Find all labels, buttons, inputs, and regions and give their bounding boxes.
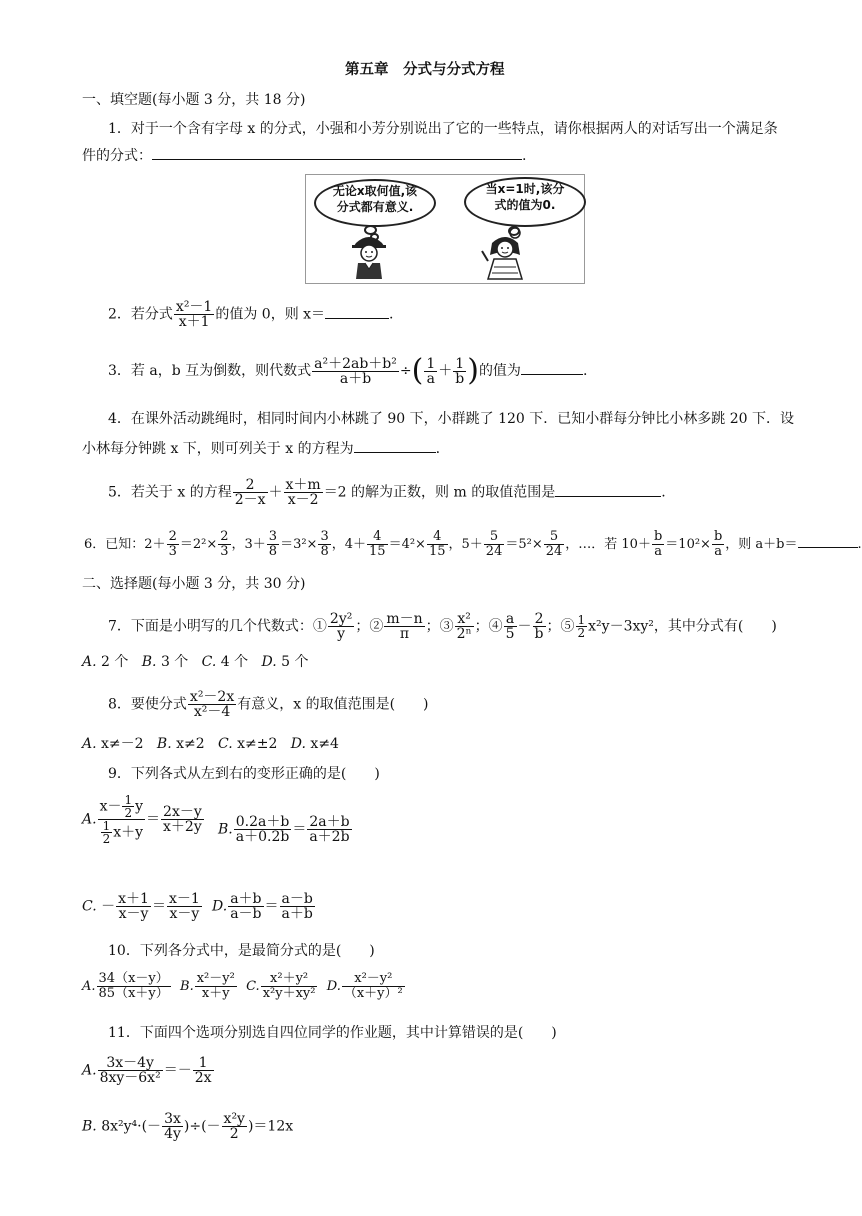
q7-pre: 7．下面是小明写的几个代数式：① [108, 618, 327, 635]
q2 [108, 300, 394, 329]
q9-d-right-den: a＋b [281, 906, 313, 922]
q2-end: . [389, 306, 394, 323]
q7-e3-num: x² [455, 612, 474, 627]
q9-a-label: A. [82, 811, 97, 828]
q6-answer-blank[interactable] [798, 535, 858, 548]
q2-answer-blank[interactable] [325, 306, 389, 319]
q6-t3-den: 15 [369, 544, 386, 559]
q6-t3-num: 4 [367, 530, 388, 545]
q9-c-right-fraction [167, 892, 202, 921]
left-bubble-line2: 分式都有意义. [336, 200, 414, 214]
q9-a-num-x: x－ [99, 798, 122, 815]
q7-expr5-coef [576, 614, 588, 639]
q6-t2-frac [267, 530, 279, 559]
q9-c-label: C. [82, 898, 97, 915]
q7-options [82, 654, 309, 670]
q7-option-b-label[interactable]: B. [141, 654, 157, 670]
q11-b-post: )＝12x [247, 1118, 294, 1135]
q9-c-left-num: x＋1 [118, 891, 149, 907]
q7-post: ，其中分式有( ) [653, 618, 777, 635]
q7-e5-term: x²y－3xy² [588, 618, 654, 635]
q7-e3-den: 2ⁿ [456, 626, 472, 642]
q11-b-frac2 [222, 1112, 247, 1141]
q11-option-b[interactable] [82, 1112, 293, 1141]
q7-s3: ；③ [425, 618, 454, 635]
q5-f2-num: x＋m [285, 477, 321, 493]
q7-e4a-den: 5 [505, 626, 515, 642]
q9-d-left-num: a＋b [230, 891, 262, 907]
q7-s2: ；② [355, 618, 384, 635]
q10-option-c[interactable] [261, 972, 318, 1001]
q7-e4b-num: 2 [533, 612, 546, 627]
q6-t1-num: 2 [168, 529, 177, 544]
q9-option-d[interactable] [212, 892, 316, 921]
q6-mid: ，…．若 10＋ [565, 537, 651, 552]
q8-option-a-label[interactable]: A. [82, 736, 97, 752]
q9-a-equals: ＝ [146, 811, 161, 828]
q3-inner-frac1 [424, 357, 437, 386]
q10-options [82, 972, 406, 1001]
q6-t2b: ＝3²× [280, 537, 318, 552]
q9-b-equals: ＝ [292, 821, 307, 838]
q9-d-right-fraction [280, 892, 315, 921]
q3-left-paren: ( [411, 353, 424, 388]
q2-numerator: x²－1 [175, 299, 213, 315]
q2-pre: 2．若分式 [108, 306, 173, 323]
q10-option-b[interactable] [195, 972, 237, 1001]
q3-answer-blank[interactable] [521, 362, 583, 375]
q9-a-numerator [98, 794, 145, 820]
q11-b-f1-num: 3x [162, 1112, 183, 1127]
q11-a-right-num: 1 [193, 1056, 214, 1071]
q9-a-num-y: y [135, 798, 144, 815]
q11-a-left-fraction [98, 1056, 163, 1085]
q6-t4-num: 5 [484, 530, 505, 545]
q3-plus: ＋ [438, 363, 453, 379]
q9-c-equals: ＝ [151, 898, 166, 915]
q3-end: . [582, 363, 588, 379]
q9-b-left-fraction [234, 815, 292, 844]
q11-b-f2-den: 2 [229, 1126, 239, 1142]
q8-option-a[interactable]: x≠－2 [101, 736, 144, 752]
q9-b-right-fraction [307, 815, 351, 844]
q7-option-c-label[interactable]: C. [201, 654, 217, 670]
q9-a-right-num: 2x－y [163, 804, 202, 820]
q10-option-d[interactable] [342, 972, 405, 1001]
section-fill-in-heading: 一、填空题(每小题 3 分，共 18 分) [82, 92, 306, 108]
q7-e4b-den: b [534, 626, 544, 642]
q6-t1-num2: 2 [220, 529, 229, 544]
q7-minus: － [517, 618, 532, 635]
q6-t5b: ＝10²× [665, 537, 711, 552]
q2-fraction [174, 300, 214, 329]
q5-f2-den: x－2 [287, 492, 319, 508]
q6-t4-frac2 [544, 530, 565, 559]
q10-d-den: （x＋y）² [343, 986, 403, 1001]
q3-f2-den: b [455, 370, 465, 387]
q5-f1-den: 2－x [234, 492, 266, 508]
q10-c-den: x²y＋xy² [262, 986, 316, 1001]
q6-t4a: ，5＋ [448, 537, 483, 552]
q5-frac2 [284, 478, 323, 507]
q9-a-right-fraction [161, 805, 204, 834]
q6-t2a: ，3＋ [231, 537, 266, 552]
q7-option-d-label[interactable]: D. [261, 654, 277, 670]
q9-d-equals: ＝ [264, 898, 279, 915]
q6-post: ，则 a＋b＝ [725, 537, 798, 552]
q9-a-den-frac-d: 2 [102, 832, 111, 846]
q8-options [82, 736, 339, 752]
q9-a-num-frac [122, 794, 134, 819]
q4-answer-blank[interactable] [354, 440, 436, 453]
q9-d-left-den: a－b [230, 906, 262, 922]
q6-t1-den2: 3 [220, 544, 229, 559]
q11-b-label: B. [82, 1118, 97, 1135]
q10-option-a-label[interactable]: A. [82, 979, 96, 994]
q7-s4: ；④ [474, 618, 503, 635]
q6-t2-den2: 8 [320, 544, 329, 559]
q5-pre: 5．若关于 x 的方程 [108, 484, 232, 501]
q6 [84, 530, 862, 559]
q6-end: . [857, 537, 862, 552]
q9-c-right-den: x－y [169, 906, 200, 922]
q8-numerator: x²－2x [189, 689, 235, 705]
q6-t4-den: 24 [485, 544, 503, 559]
q9-d-right-num: a－b [281, 891, 313, 907]
q10-stem: 10．下列各分式中，是最简分式的是( ) [108, 943, 375, 959]
q11-a-right-fraction [193, 1056, 214, 1085]
q9-stem: 9．下列各式从左到右的变形正确的是( ) [108, 766, 380, 782]
q9-b-right-den: a＋2b [309, 829, 350, 845]
q1-answer-blank[interactable] [152, 147, 522, 160]
q7-e5-den: 2 [577, 626, 586, 640]
left-bubble-line1: 无论x取何值,该 [332, 184, 418, 198]
q6-t2-den: 8 [268, 544, 278, 559]
q10-option-c-label[interactable]: C. [246, 979, 260, 994]
q11-b-f1-den: 4y [164, 1126, 181, 1142]
q6-t3-num2: 4 [427, 530, 448, 545]
q6-t5-frac2 [712, 530, 724, 559]
dialogue-illustration [305, 174, 585, 284]
q9-d-left-fraction [228, 892, 263, 921]
q7-option-a-label[interactable]: A. [82, 654, 97, 670]
q6-t3a: ，4＋ [331, 537, 367, 552]
q5-post: ＝2 的解为正数，则 m 的取值范围是 [323, 484, 556, 501]
q9-b-right-num: 2a＋b [309, 814, 350, 830]
q3-inner-frac2 [453, 357, 466, 386]
q7-e1-num: 2y² [329, 611, 353, 627]
q4-line2 [82, 440, 440, 457]
q3-numerator: a²＋2ab＋b² [314, 355, 397, 372]
q8-denominator: x²－4 [193, 704, 231, 720]
q9-a-den-frac [101, 820, 113, 845]
q11-b-mid: )÷(－ [183, 1118, 221, 1135]
q8-option-c[interactable]: x≠±2 [237, 736, 278, 752]
q9-d-label: D. [212, 898, 228, 915]
q3-f1-den: a [426, 370, 435, 387]
q2-denominator: x＋1 [178, 314, 210, 330]
q6-t3-frac2 [427, 530, 448, 559]
q9-c-left-fraction [116, 892, 151, 921]
q10-option-d-label[interactable]: D. [326, 979, 341, 994]
q6-t2-num2: 3 [320, 529, 329, 544]
q10-option-a[interactable] [97, 972, 171, 1001]
q6-t3b: ＝4²× [388, 537, 426, 552]
q5-end: . [661, 484, 666, 501]
q1-line2-text: 件的分式： [82, 148, 152, 164]
right-bubble-line2: 式的值为0. [494, 198, 556, 212]
q8 [108, 690, 429, 719]
q6-t5-frac [652, 530, 664, 559]
q7-e2-den: π [399, 626, 410, 642]
q10-b-num: x²－y² [196, 971, 235, 986]
q11-b-frac1 [162, 1112, 183, 1141]
q1-end: . [522, 148, 527, 164]
q9-a-den-rest: x＋y [113, 824, 144, 841]
q6-t2-frac2 [318, 530, 330, 559]
q3-pre: 3．若 a，b 互为倒数，则代数式 [108, 363, 312, 379]
q9-a-denominator [98, 820, 145, 845]
q11-b-pre: 8x²y⁴·(－ [101, 1118, 162, 1135]
q4-line2-text: 小林每分钟跳 x 下，则可列关于 x 的方程为 [82, 441, 354, 457]
q9-option-a[interactable] [82, 794, 205, 845]
q3-post: 的值为 [478, 363, 521, 379]
q3-f2-num: 1 [453, 357, 466, 372]
q11-option-a[interactable] [82, 1056, 215, 1085]
q7-option-c[interactable]: 4 个 [220, 654, 249, 670]
q8-fraction [188, 690, 236, 719]
q6-t1-frac2 [218, 530, 230, 559]
q11-stem: 11．下面四个选项分别选自四位同学的作业题，其中计算错误的是( ) [108, 1025, 557, 1041]
q5 [108, 478, 666, 507]
q4-line1: 4．在课外活动跳绳时，相同时间内小林跳了 90 下，小群跳了 120 下．已知小群每分钟比小林多跳 20 下．设 [108, 411, 794, 427]
q3-f1-num: 1 [426, 355, 436, 372]
q8-option-d-label[interactable]: D. [290, 736, 306, 752]
q9-c-right-num: x－1 [168, 891, 200, 907]
q6-t1-den: 3 [168, 544, 177, 559]
q11-a-label: A. [82, 1062, 97, 1079]
q11-a-left-den: 8xy－6x² [99, 1070, 161, 1086]
q11-a-left-num: 3x－4y [98, 1056, 163, 1071]
q7-e2-num: m－n [386, 611, 423, 627]
q1-line1: 1．对于一个含有字母 x 的分式，小强和小芳分别说出了它的一些特点，请你根据两人的对话写出一个满足条 [108, 121, 778, 137]
q7-s5: ；⑤ [546, 618, 575, 635]
q9-a-num-frac-d: 2 [124, 806, 133, 820]
q9-b-left-num: 0.2a＋b [235, 814, 290, 830]
q6-t4-den2: 24 [545, 544, 563, 559]
page-title: 第五章 分式与分式方程 [345, 62, 505, 78]
q9-option-c[interactable] [82, 892, 203, 921]
q4-end: . [435, 441, 441, 457]
q3-denominator: a＋b [339, 370, 372, 387]
q10-option-b-label[interactable]: B. [180, 979, 194, 994]
q9-a-num-frac-n: 1 [124, 793, 133, 807]
q6-t1a: 2＋ [144, 537, 166, 552]
q10-a-num: 34（x－y） [98, 971, 169, 986]
q8-option-d[interactable]: x≠4 [310, 736, 339, 752]
q9-c-neg: － [101, 898, 116, 915]
q10-d-num: x²－y² [342, 972, 405, 987]
q7-expr4a [504, 612, 517, 641]
q6-t5-den2: a [714, 544, 722, 559]
q5-plus: ＋ [268, 484, 283, 501]
q3-right-paren: ) [467, 353, 479, 388]
q8-pre: 8．要使分式 [108, 696, 187, 713]
q11-b-f2-num: x²y [223, 1111, 245, 1127]
q6-t1-frac [167, 530, 179, 559]
q2-post: 的值为 0，则 x＝ [215, 306, 326, 323]
q7-e5-num: 1 [577, 613, 586, 627]
q5-f1-num: 2 [233, 478, 268, 493]
q7-option-d[interactable]: 5 个 [281, 654, 309, 670]
q5-answer-blank[interactable] [555, 484, 661, 497]
q8-post: 有意义，x 的取值范围是( ) [237, 696, 429, 713]
q7-e4a-num: a [504, 612, 517, 627]
q6-t3-frac [367, 530, 388, 559]
q6-t4-num2: 5 [544, 530, 565, 545]
q10-c-num: x²＋y² [261, 972, 318, 987]
section-choice-heading: 二、选择题(每小题 3 分，共 30 分) [82, 576, 306, 592]
q8-option-b[interactable]: x≠2 [176, 736, 205, 752]
right-speech-bubble [464, 177, 586, 227]
q7 [108, 612, 777, 641]
q6-t4-frac [484, 530, 505, 559]
right-bubble-line1: 当x=1时,该分 [485, 182, 565, 196]
q5-frac1 [233, 478, 268, 507]
q3-fraction [312, 357, 399, 386]
q6-pre: 6．已知： [84, 537, 145, 552]
q9-option-b[interactable] [218, 815, 353, 844]
q9-a-den-frac-n: 1 [102, 819, 111, 833]
q6-t5-num2: b [713, 529, 723, 544]
q6-t3-den2: 15 [428, 544, 446, 559]
q6-t5-den: a [654, 544, 663, 559]
q6-t1b: ＝2²× [179, 537, 218, 552]
q9-a-right-den: x＋2y [163, 819, 202, 835]
q10-b-den: x＋y [201, 986, 230, 1001]
q9-b-label: B. [218, 821, 233, 838]
q7-e1-den: y [337, 626, 346, 642]
q1-line2 [82, 147, 526, 164]
q3-divide: ÷ [399, 363, 412, 379]
q9-c-left-den: x－y [118, 906, 149, 922]
left-speech-bubble [314, 179, 436, 227]
q9-b-left-den: a＋0.2b [235, 829, 290, 845]
q3 [108, 353, 588, 388]
q11-a-equals: ＝－ [163, 1062, 192, 1079]
girl-figure [480, 227, 530, 281]
q6-t4b: ＝5²× [505, 537, 543, 552]
q7-expr3 [455, 612, 474, 641]
boy-figure [346, 233, 392, 281]
q7-expr1 [328, 612, 354, 641]
q8-option-c-label[interactable]: C. [218, 736, 233, 752]
q8-option-b-label[interactable]: B. [156, 736, 172, 752]
q7-option-b[interactable]: 3 个 [160, 654, 189, 670]
q7-option-a[interactable]: 2 个 [101, 654, 129, 670]
q7-expr4b [533, 612, 546, 641]
q10-a-den: 85（x＋y） [98, 986, 169, 1001]
q7-expr2 [384, 612, 424, 641]
q6-t5-num: b [653, 529, 663, 544]
q6-t2-num: 3 [268, 529, 278, 544]
q9-a-complex-fraction [98, 794, 145, 845]
q11-a-right-den: 2x [194, 1070, 212, 1086]
